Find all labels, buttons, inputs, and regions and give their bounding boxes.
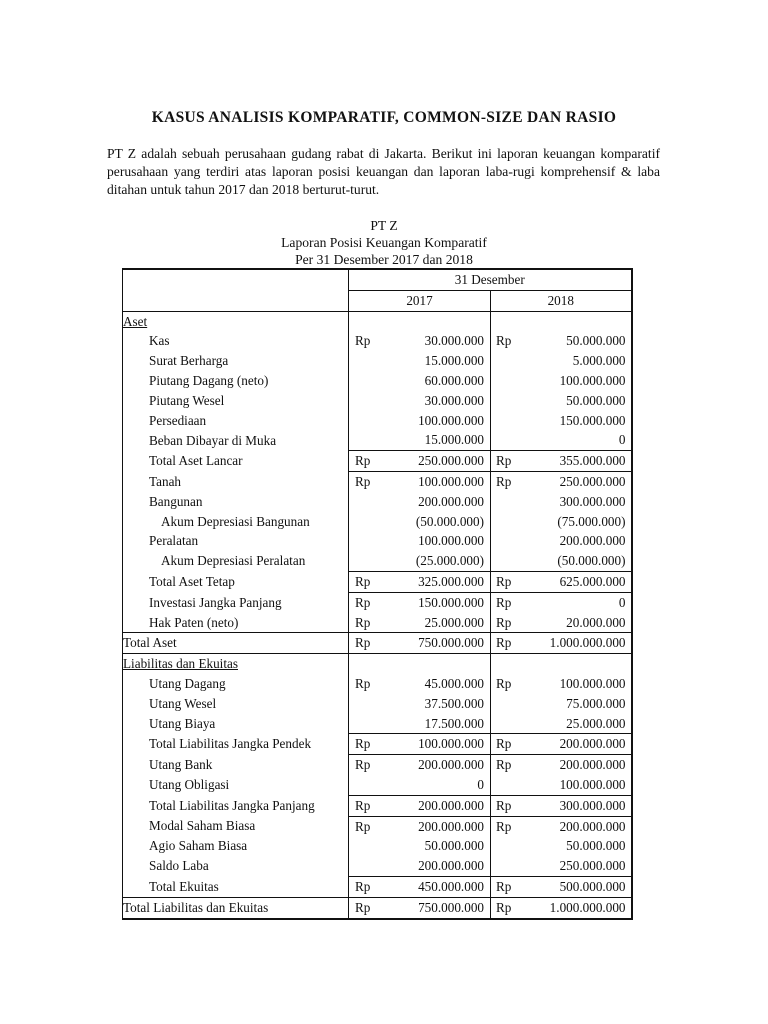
row-label-text: Utang Dagang <box>149 675 226 691</box>
amount-2017: 30.000.000 <box>424 333 484 349</box>
currency-label <box>496 775 506 795</box>
currency-label: Rp <box>355 818 371 834</box>
table-row <box>123 734 632 755</box>
row-label <box>123 694 349 714</box>
amount-2018: 150.000.000 <box>559 412 626 428</box>
table-row <box>123 674 632 694</box>
table-row <box>123 795 632 816</box>
row-label-text: Tanah <box>149 473 182 489</box>
currency-label <box>355 411 365 431</box>
row-label-text: Utang Biaya <box>149 715 216 731</box>
value-cell-2018 <box>491 734 632 755</box>
value-cell-2017 <box>349 856 491 876</box>
row-label-text: Modal Saham Biasa <box>149 818 256 834</box>
row-label-text: Saldo Laba <box>149 858 209 874</box>
header-year-2017: 2017 <box>349 290 491 311</box>
balance-sheet-table <box>122 268 633 920</box>
row-label <box>123 836 349 856</box>
row-label-text: Utang Obligasi <box>149 777 230 793</box>
currency-label <box>496 551 506 571</box>
header-label-cell <box>123 269 349 311</box>
table-row <box>123 351 632 371</box>
currency-label <box>355 694 365 714</box>
row-label <box>123 795 349 816</box>
value-cell-2018 <box>491 674 632 694</box>
header-year-2018: 2018 <box>491 290 632 311</box>
amount-2018: 0 <box>618 432 626 448</box>
row-label <box>123 897 349 918</box>
table-row <box>123 633 632 654</box>
intro-paragraph: PT Z adalah sebuah perusahaan gudang rabat di Jakarta. Berikut ini laporan keuangan komparatif perusahaan yang terdiri atas laporan posisi keuangan dan laporan laba-rugi komprehensif & laba ditahan untuk tahun 2017 dan 2018 berturut-turut. <box>107 146 660 197</box>
amount-2017: 100.000.000 <box>418 473 484 489</box>
value-cell-2017 <box>349 755 491 775</box>
value-cell-2018 <box>491 430 632 450</box>
value-cell-2018 <box>491 856 632 876</box>
value-cell-2017 <box>349 613 491 633</box>
row-label <box>123 613 349 633</box>
value-cell-2018 <box>491 816 632 836</box>
currency-label <box>496 836 506 856</box>
value-cell-2017 <box>349 512 491 532</box>
amount-2018: (75.000.000) <box>557 513 626 529</box>
row-label-text: Peralatan <box>149 533 199 549</box>
currency-label: Rp <box>496 473 512 489</box>
table-row <box>123 714 632 734</box>
amount-2017: 200.000.000 <box>418 818 484 834</box>
amount-2018: 250.000.000 <box>559 473 626 489</box>
amount-2018: (50.000.000) <box>557 553 626 569</box>
currency-label <box>496 391 506 411</box>
table-row <box>123 311 632 331</box>
value-cell-2017 <box>349 876 491 897</box>
currency-label <box>355 856 365 876</box>
table-row <box>123 897 632 918</box>
value-cell-2017 <box>349 654 491 674</box>
currency-label: Rp <box>496 797 512 813</box>
table-row <box>123 654 632 674</box>
currency-label: Rp <box>496 333 512 349</box>
amount-2018: 50.000.000 <box>566 333 626 349</box>
value-cell-2018 <box>491 897 632 918</box>
row-label <box>123 571 349 592</box>
currency-label <box>496 492 506 512</box>
row-label <box>123 371 349 391</box>
document-title: KASUS ANALISIS KOMPARATIF, COMMON-SIZE DAN RASIO <box>151 109 617 126</box>
amount-2018: 625.000.000 <box>559 573 626 589</box>
row-label-text: Kas <box>149 333 170 349</box>
table-row <box>123 430 632 450</box>
value-cell-2018 <box>491 411 632 431</box>
table-row <box>123 876 632 897</box>
value-cell-2017 <box>349 714 491 734</box>
amount-2018: 100.000.000 <box>559 372 626 388</box>
row-label-text: Total Aset Tetap <box>149 573 235 589</box>
currency-label: Rp <box>355 594 371 610</box>
amount-2017: 200.000.000 <box>418 493 484 509</box>
row-label-text: Aset <box>123 313 148 329</box>
currency-label: Rp <box>496 736 512 752</box>
amount-2018: 100.000.000 <box>559 675 626 691</box>
currency-label <box>496 512 506 532</box>
currency-label <box>355 391 365 411</box>
amount-2018: 25.000.000 <box>566 715 626 731</box>
currency-label <box>496 371 506 391</box>
row-label <box>123 411 349 431</box>
table-report-name: Laporan Posisi Keuangan Komparatif <box>281 235 487 250</box>
row-label-text: Total Liabilitas Jangka Panjang <box>149 797 315 813</box>
value-cell-2018 <box>491 451 632 472</box>
row-label-text: Persediaan <box>149 412 207 428</box>
value-cell-2017 <box>349 571 491 592</box>
currency-label <box>496 856 506 876</box>
table-row <box>123 551 632 571</box>
row-label <box>123 714 349 734</box>
currency-label: Rp <box>496 635 512 651</box>
row-label <box>123 311 349 331</box>
value-cell-2018 <box>491 571 632 592</box>
value-cell-2017 <box>349 592 491 612</box>
amount-2017: 15.000.000 <box>424 353 484 369</box>
value-cell-2018 <box>491 371 632 391</box>
row-label <box>123 816 349 836</box>
value-cell-2017 <box>349 311 491 331</box>
currency-label <box>355 492 365 512</box>
currency-label: Rp <box>496 878 512 894</box>
value-cell-2018 <box>491 654 632 674</box>
value-cell-2018 <box>491 775 632 795</box>
value-cell-2017 <box>349 674 491 694</box>
row-label-text: Liabilitas dan Ekuitas <box>123 656 238 672</box>
row-label-text: Akum Depresiasi Peralatan <box>161 553 306 569</box>
currency-label: Rp <box>355 614 371 630</box>
row-label-text: Agio Saham Biasa <box>149 838 248 854</box>
amount-2018: 300.000.000 <box>559 797 626 813</box>
value-cell-2017 <box>349 551 491 571</box>
value-cell-2018 <box>491 836 632 856</box>
table-row <box>123 331 632 351</box>
value-cell-2017 <box>349 775 491 795</box>
currency-label: Rp <box>355 757 371 773</box>
amount-2017: (25.000.000) <box>415 553 484 569</box>
amount-2017: 200.000.000 <box>418 858 484 874</box>
currency-label: Rp <box>355 573 371 589</box>
currency-label: Rp <box>355 453 371 469</box>
currency-label: Rp <box>355 899 371 915</box>
currency-label <box>496 714 506 734</box>
amount-2017: 17.500.000 <box>424 715 484 731</box>
value-cell-2017 <box>349 451 491 472</box>
amount-2017: 750.000.000 <box>418 635 484 651</box>
row-label-text: Akum Depresiasi Bangunan <box>161 513 310 529</box>
value-cell-2017 <box>349 471 491 491</box>
amount-2017: 150.000.000 <box>418 594 484 610</box>
value-cell-2017 <box>349 331 491 351</box>
value-cell-2017 <box>349 795 491 816</box>
table-body <box>123 311 632 918</box>
value-cell-2017 <box>349 734 491 755</box>
value-cell-2018 <box>491 531 632 551</box>
row-label-text: Total Aset Lancar <box>149 453 243 469</box>
amount-2017: 60.000.000 <box>424 372 484 388</box>
row-label-text: Piutang Wesel <box>149 392 225 408</box>
row-label-text: Utang Bank <box>149 756 213 772</box>
amount-2018: 200.000.000 <box>559 736 626 752</box>
table-row <box>123 836 632 856</box>
amount-2018: 100.000.000 <box>559 776 626 792</box>
value-cell-2017 <box>349 897 491 918</box>
table-row <box>123 512 632 532</box>
table-row <box>123 856 632 876</box>
row-label <box>123 633 349 654</box>
amount-2017: 45.000.000 <box>424 675 484 691</box>
amount-2017: 200.000.000 <box>418 757 484 773</box>
row-label <box>123 674 349 694</box>
value-cell-2018 <box>491 512 632 532</box>
amount-2017: 0 <box>477 776 484 792</box>
amount-2018: 200.000.000 <box>559 757 626 773</box>
table-company: PT Z <box>370 218 398 233</box>
value-cell-2017 <box>349 531 491 551</box>
currency-label <box>496 351 506 371</box>
currency-label: Rp <box>355 797 371 813</box>
amount-2018: 355.000.000 <box>559 453 626 469</box>
value-cell-2018 <box>491 694 632 714</box>
table-row <box>123 694 632 714</box>
value-cell-2018 <box>491 633 632 654</box>
currency-label <box>355 551 365 571</box>
currency-label: Rp <box>496 594 512 610</box>
row-label <box>123 876 349 897</box>
value-cell-2017 <box>349 411 491 431</box>
row-label <box>123 775 349 795</box>
value-cell-2018 <box>491 471 632 491</box>
currency-label: Rp <box>496 899 512 915</box>
amount-2017: (50.000.000) <box>415 513 484 529</box>
amount-2017: 750.000.000 <box>418 899 484 915</box>
table-row <box>123 371 632 391</box>
table-row <box>123 391 632 411</box>
amount-2018: 50.000.000 <box>566 392 626 408</box>
row-label-text: Total Liabilitas dan Ekuitas <box>123 899 269 915</box>
currency-label <box>496 430 506 450</box>
value-cell-2018 <box>491 351 632 371</box>
row-label-text: Total Ekuitas <box>149 878 219 894</box>
amount-2017: 250.000.000 <box>418 453 484 469</box>
currency-label: Rp <box>496 614 512 630</box>
currency-label: Rp <box>496 818 512 834</box>
table-row <box>123 531 632 551</box>
row-label-text: Utang Wesel <box>149 695 217 711</box>
row-label <box>123 471 349 491</box>
row-label <box>123 531 349 551</box>
row-label-text: Total Liabilitas Jangka Pendek <box>149 736 312 752</box>
currency-label <box>496 411 506 431</box>
row-label-text: Beban Dibayar di Muka <box>149 432 277 448</box>
row-label-text: Hak Paten (neto) <box>149 614 239 630</box>
value-cell-2018 <box>491 492 632 512</box>
amount-2017: 30.000.000 <box>424 392 484 408</box>
amount-2017: 200.000.000 <box>418 797 484 813</box>
row-label <box>123 551 349 571</box>
table-row <box>123 571 632 592</box>
table-row <box>123 755 632 775</box>
amount-2018: 75.000.000 <box>566 695 626 711</box>
currency-label: Rp <box>496 453 512 469</box>
currency-label <box>355 531 365 551</box>
row-label <box>123 592 349 612</box>
currency-label <box>355 512 365 532</box>
amount-2017: 450.000.000 <box>418 878 484 894</box>
table-row <box>123 613 632 633</box>
value-cell-2017 <box>349 816 491 836</box>
row-label-text: Bangunan <box>149 493 203 509</box>
row-label <box>123 654 349 674</box>
amount-2018: 1.000.000.000 <box>549 635 626 651</box>
table-row <box>123 592 632 612</box>
amount-2018: 300.000.000 <box>559 493 626 509</box>
value-cell-2018 <box>491 592 632 612</box>
amount-2018: 0 <box>618 594 626 610</box>
row-label <box>123 331 349 351</box>
row-label <box>123 734 349 755</box>
header-row-group <box>123 269 632 290</box>
table-row <box>123 816 632 836</box>
amount-2018: 200.000.000 <box>559 533 626 549</box>
row-label <box>123 430 349 450</box>
currency-label: Rp <box>355 878 371 894</box>
currency-label <box>355 836 365 856</box>
amount-2018: 250.000.000 <box>559 858 626 874</box>
value-cell-2017 <box>349 391 491 411</box>
value-cell-2018 <box>491 613 632 633</box>
header-group-label: 31 Desember <box>349 269 632 290</box>
amount-2018: 20.000.000 <box>566 614 626 630</box>
value-cell-2018 <box>491 714 632 734</box>
currency-label <box>355 371 365 391</box>
currency-label: Rp <box>496 573 512 589</box>
amount-2018: 1.000.000.000 <box>549 899 626 915</box>
table-row <box>123 775 632 795</box>
currency-label: Rp <box>355 473 371 489</box>
currency-label <box>355 775 365 795</box>
currency-label: Rp <box>496 757 512 773</box>
currency-label <box>496 531 506 551</box>
value-cell-2017 <box>349 633 491 654</box>
currency-label: Rp <box>496 675 512 691</box>
amount-2017: 100.000.000 <box>418 736 484 752</box>
currency-label <box>496 694 506 714</box>
value-cell-2018 <box>491 755 632 775</box>
currency-label: Rp <box>355 736 371 752</box>
row-label <box>123 451 349 472</box>
currency-label: Rp <box>355 635 371 651</box>
value-cell-2018 <box>491 876 632 897</box>
table-row <box>123 451 632 472</box>
amount-2018: 50.000.000 <box>566 838 626 854</box>
value-cell-2017 <box>349 694 491 714</box>
table-period: Per 31 Desember 2017 dan 2018 <box>295 252 473 267</box>
amount-2017: 325.000.000 <box>418 573 484 589</box>
table-row <box>123 471 632 491</box>
row-label <box>123 351 349 371</box>
amount-2017: 37.500.000 <box>424 695 484 711</box>
amount-2018: 5.000.000 <box>572 353 626 369</box>
value-cell-2017 <box>349 836 491 856</box>
row-label <box>123 755 349 775</box>
row-label-text: Surat Berharga <box>149 353 229 369</box>
value-cell-2017 <box>349 371 491 391</box>
currency-label <box>355 430 365 450</box>
amount-2018: 500.000.000 <box>559 878 626 894</box>
amount-2017: 50.000.000 <box>424 838 484 854</box>
table-row <box>123 411 632 431</box>
value-cell-2017 <box>349 351 491 371</box>
row-label-text: Total Aset <box>123 635 177 651</box>
value-cell-2018 <box>491 331 632 351</box>
currency-label: Rp <box>355 675 371 691</box>
amount-2018: 200.000.000 <box>559 818 626 834</box>
row-label <box>123 856 349 876</box>
table-row <box>123 492 632 512</box>
row-label <box>123 512 349 532</box>
value-cell-2018 <box>491 551 632 571</box>
value-cell-2017 <box>349 430 491 450</box>
amount-2017: 25.000.000 <box>424 614 484 630</box>
row-label-text: Piutang Dagang (neto) <box>149 372 269 388</box>
row-label <box>123 492 349 512</box>
amount-2017: 100.000.000 <box>418 533 484 549</box>
currency-label: Rp <box>355 333 371 349</box>
value-cell-2018 <box>491 795 632 816</box>
amount-2017: 15.000.000 <box>424 432 484 448</box>
value-cell-2018 <box>491 311 632 331</box>
currency-label <box>355 714 365 734</box>
row-label <box>123 391 349 411</box>
amount-2017: 100.000.000 <box>418 412 484 428</box>
value-cell-2018 <box>491 391 632 411</box>
currency-label <box>355 351 365 371</box>
value-cell-2017 <box>349 492 491 512</box>
row-label-text: Investasi Jangka Panjang <box>149 594 282 610</box>
